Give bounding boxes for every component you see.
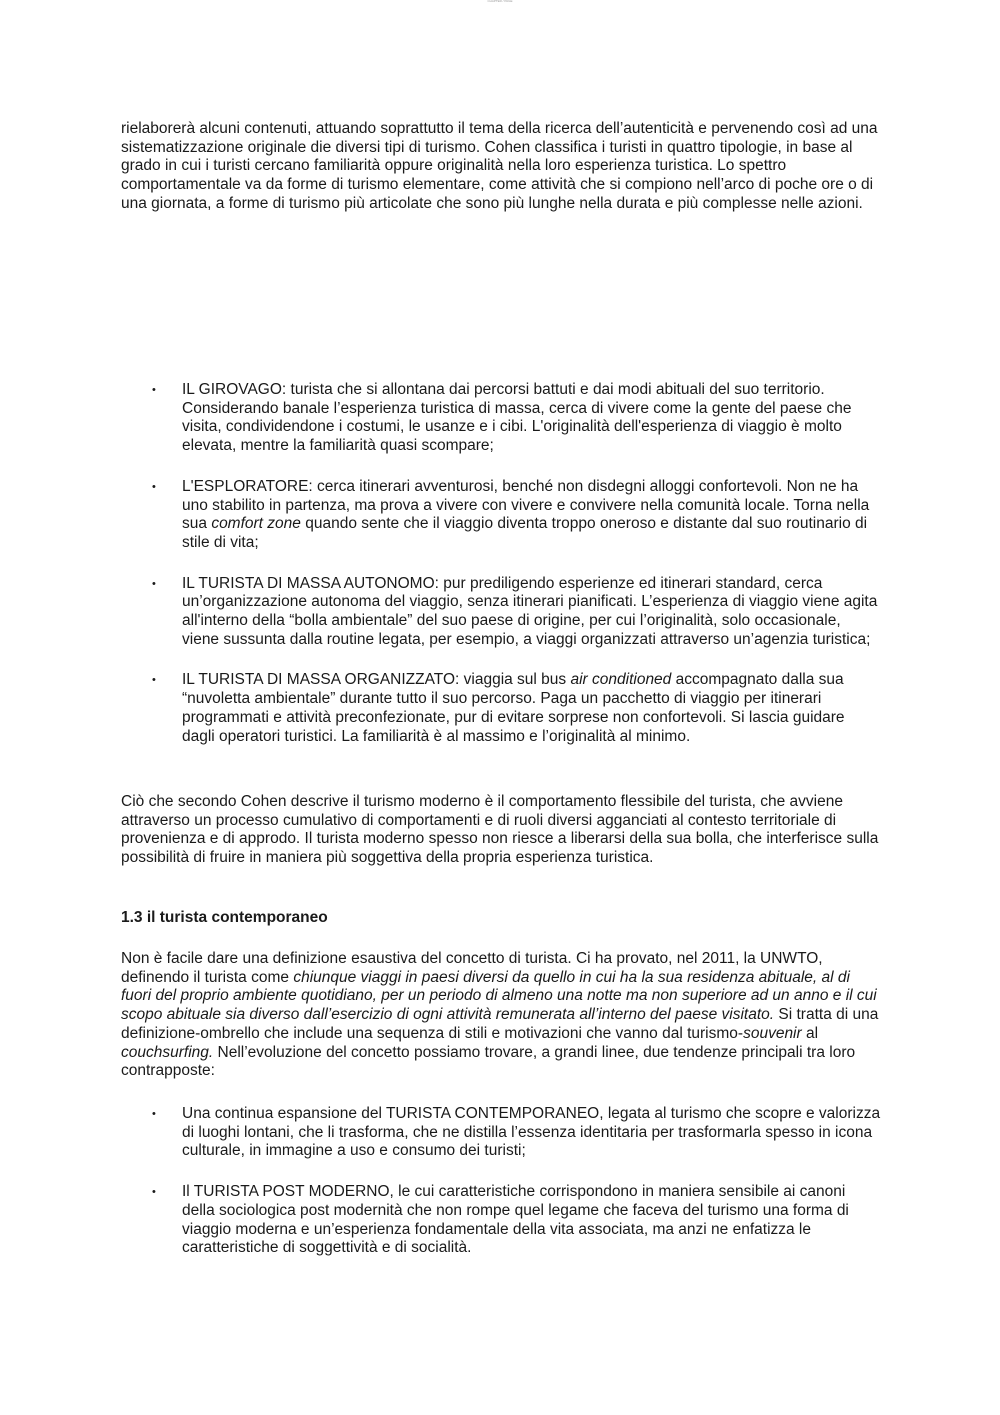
- intro-paragraph: rielaborerà alcuni contenuti, attuando soprattutto il tema della ricerca dell’autenticità e pervenendo così ad una sistematizzazione originale die diversi tipi di turismo. Cohen classifica i turisti in quattro tipologie, in base al grado in cui i turisti cercano familiarità oppure originalità nella loro esperienza turistica. Lo spettro comportamentale va da forme di turismo elementare, come attività che si compiono nell’arco di poche ore o di una giornata, a forme di turismo più articolate che sono più lunghe nella durata e più complesse nelle azioni.: [121, 120, 878, 212]
- bullet-icon: •: [152, 1108, 156, 1120]
- list-item-emphasis: comfort zone: [211, 515, 301, 533]
- list-item-text: IL GIROVAGO: turista che si allontana dai percorsi battuti e dai modi abituali del suo territorio. Considerando banale l’esperienza turistica di massa, cerca di vivere come la gente del paese che visita, condividendone i costumi, le usanze e i cibi. L'originalità dell'esperienza di viaggio è molto elevata, mentre la familiarità quasi scompare;: [182, 381, 852, 455]
- list-item-contemporaneo: [121, 1105, 881, 1161]
- list-item-text: Il TURISTA POST MODERNO, le cui caratteristiche corrispondono in maniera sensibile ai canoni della sociologica post modernità che non rompe quel legame che faceva del turismo una forma di viaggio moderna e un’esperienza fondamentale della vita associata, ma anzi ne enfatizza le caratteristiche di soggettività e di socialità.: [182, 1183, 849, 1257]
- list-item-massa-organizzato: [121, 671, 881, 746]
- section-heading: 1.3 il turista contemporaneo: [121, 909, 328, 926]
- list-item-text: accompagnato dalla sua “nuvoletta ambientale” durante tutto il suo percorso. Paga un pacchetto di viaggio per itinerari programmati e attività preconfezionate, pur di evitare sorprese non confortevoli. Si lascia guidare dagli operatori turistici. La familiarità è al massimo e l’originalità al minimo.: [182, 671, 845, 745]
- paragraph-text: al: [801, 1024, 819, 1042]
- cohen-types-list: [121, 381, 881, 746]
- paragraph-text: Nell’evoluzione del concetto possiamo trovare, a grandi linee, due tendenze principali tra loro contrapposte:: [121, 1043, 856, 1080]
- bullet-icon: •: [152, 1186, 156, 1199]
- cohen-summary-paragraph: Ciò che secondo Cohen descrive il turismo moderno è il comportamento flessibile del turista, che avviene attraverso un processo cumulativo di comportamenti e di ruoli diversi agganciati al contesto territoriale di provenienza e di approdo. Il turista moderno spesso non riesce a liberarsi della sua bolla, che interferisce sulla possibilità di fruire in maniera più soggettiva della propria esperienza turistica.: [121, 793, 879, 867]
- list-item-girovago: [121, 381, 881, 456]
- list-item-text: quando sente che il viaggio diventa troppo oneroso e distante dal suo routinario di stile di vita;: [182, 515, 868, 551]
- bullet-icon: •: [152, 384, 156, 396]
- list-item-massa-autonomo: [121, 575, 881, 650]
- list-item-emphasis: air conditioned: [570, 671, 672, 689]
- term-souvenir: souvenir: [743, 1024, 802, 1042]
- list-item-text: IL TURISTA DI MASSA ORGANIZZATO: viaggia sul bus: [182, 671, 571, 689]
- list-item-post-moderno: [121, 1183, 881, 1258]
- page-header-mark: CHAPTER / PAGE: [487, 0, 513, 3]
- bullet-icon: •: [152, 480, 156, 493]
- bullet-icon: •: [152, 577, 156, 590]
- list-item-text: Una continua espansione del TURISTA CONTEMPORANEO, legata al turismo che scopre e valorizza di luoghi lontani, che li trasforma, che ne distilla l’essenza identitaria per trasformarla spesso in icona culturale, in immagine a uso e consumo dei turisti;: [182, 1105, 881, 1160]
- definition-quote: chiunque viaggi in paesi diversi da quello in cui ha la sua residenza abituale, al di fuori del proprio ambiente quotidiano, per un periodo di almeno una notte ma non superiore ad un anno e il cui scopo abituale sia diverso dall’esercizio di ogni attività remunerata all’interno del paese visitato.: [121, 968, 877, 1024]
- definition-paragraph: [121, 950, 881, 1081]
- tendencies-list: [121, 1105, 881, 1258]
- list-item-text: IL TURISTA DI MASSA AUTONOMO: pur prediligendo esperienze ed itinerari standard, cerca un’organizzazione autonoma del viaggio, senza itinerari pianificati. L’esperienza di viaggio viene agita all'interno della “bolla ambientale” del suo paese di origine, per cui l’originalità, solo occasionale, viene sussunta dalla routine legata, per esempio, a viaggi organizzati attraverso un’agenzia turistica;: [182, 574, 878, 648]
- list-item-text: L'ESPLORATORE: cerca itinerari avventurosi, benché non disdegni alloggi confortevoli. Non ne ha uno stabilito in partenza, ma prova a vivere con vivere e convivere nella comunità locale. Torna nella sua: [182, 477, 870, 533]
- paragraph-text: Non è facile dare una definizione esaustiva del concetto di turista. Ci ha provato, nel 2011, la UNWTO, definendo il turista come: [121, 950, 823, 986]
- paragraph-text: Si tratta di una definizione-ombrello che include una sequenza di stili e motivazioni che vanno dal turismo-: [121, 1006, 879, 1042]
- bullet-icon: •: [152, 674, 156, 687]
- list-item-esploratore: [121, 478, 881, 553]
- term-couchsurfing: couchsurfing.: [121, 1043, 214, 1061]
